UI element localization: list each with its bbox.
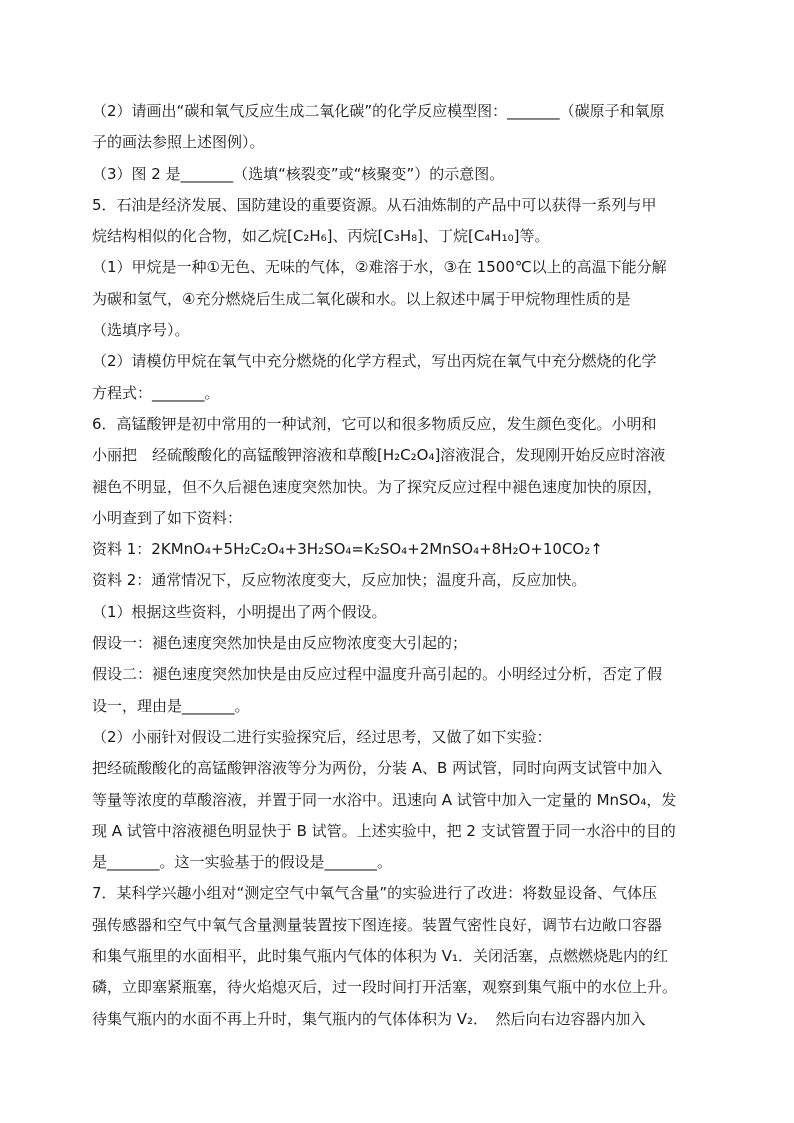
text-line: 磷，立即塞紧瓶塞，待火焰熄灭后，过一段时间打开活塞，观察到集气瓶中的水位上升。 bbox=[92, 978, 678, 997]
text-line: 和集气瓶里的水面相平，此时集气瓶内气体的体积为 V₁．关闭活塞，点燃燃烧匙内的红 bbox=[92, 947, 669, 966]
text-line: 褪色不明显，但不久后褪色速度突然加快。为了探究反应过程中褪色速度加快的原因， bbox=[92, 477, 663, 496]
text-line: 资料 2：通常情况下，反应物浓度变大，反应加快；温度升高，反应加快。 bbox=[92, 571, 587, 590]
text-line: 5．石油是经济发展、国防建设的重要资源。从石油炼制的产品中可以获得一系列与甲 bbox=[92, 195, 657, 214]
text-line: （1）根据这些资料，小明提出了两个假设。 bbox=[92, 602, 387, 621]
text-line: （1）甲烷是一种①无色、无味的气体，②难溶于水，③在 1500℃以上的高温下能分解 bbox=[92, 258, 667, 277]
text-line: 设一，理由是_______。 bbox=[92, 696, 250, 715]
text-line: 假设二：褪色速度突然加快是由反应过程中温度升高引起的。小明经过分析，否定了假 bbox=[92, 665, 663, 684]
text-line: （3）图 2 是_______（选填“核裂变”或“核聚变”）的示意图。 bbox=[92, 164, 505, 183]
text-line: 小明查到了如下资料： bbox=[92, 508, 243, 527]
text-line: 6．高锰酸钾是初中常用的一种试剂，它可以和很多物质反应，发生颜色变化。小明和 bbox=[92, 414, 657, 433]
text-line: 待集气瓶内的水面不再上升时，集气瓶内的气体体积为 V₂． 然后向右边容器内加入 bbox=[92, 1009, 646, 1028]
text-line: 小丽把 经硫酸酸化的高锰酸钾溶液和草酸[H₂C₂O₄]溶液混合，发现刚开始反应时溶液 bbox=[92, 446, 666, 465]
text-line: 烷结构相似的化合物，如乙烷[C₂H₆]、丙烷[C₃H₈]、丁烷[C₄H₁₀]等。 bbox=[92, 227, 550, 246]
document-page bbox=[92, 96, 702, 1035]
text-line: （2）小丽针对假设二进行实验探究后，经过思考，又做了如下实验： bbox=[92, 727, 552, 746]
text-line: 把经硫酸酸化的高锰酸钾溶液等分为两份，分装 A、B 两试管，同时向两支试管中加入 bbox=[92, 759, 663, 778]
text-line: （选填序号）。 bbox=[92, 321, 190, 340]
text-line: 现 A 试管中溶液褪色明显快于 B 试管。上述实验中，把 2 支试管置于同一水浴中的目的 bbox=[92, 821, 676, 840]
text-line: （2）请画出“碳和氧气反应生成二氧化碳”的化学反应模型图：_______（碳原子和氧原 bbox=[92, 102, 665, 120]
text-line: 假设一：褪色速度突然加快是由反应物浓度变大引起的； bbox=[92, 634, 468, 653]
text-line: 等量等浓度的草酸溶液，并置于同一水浴中。迅速向 A 试管中加入一定量的 MnSO₄，发 bbox=[92, 790, 677, 809]
text-line: 为碳和氢气，④充分燃烧后生成二氧化碳和水。以上叙述中属于甲烷物理性质的是 bbox=[92, 289, 631, 308]
text-line: 是_______。这一实验基于的假设是_______。 bbox=[92, 853, 393, 872]
text-line: 7．某科学兴趣小组对“测定空气中氧气含量”的实验进行了改进：将数显设备、气体压 bbox=[92, 884, 658, 903]
text-line: 方程式：_______。 bbox=[92, 383, 220, 402]
text-line: 子的画法参照上述图例）。 bbox=[92, 133, 265, 152]
text-line: 资料 1：2KMnO₄+5H₂C₂O₄+3H₂SO₄=K₂SO₄+2MnSO₄+8H₂O+10CO₂↑ bbox=[92, 540, 603, 559]
text-line: 强传感器和空气中氧气含量测量装置按下图连接。装置气密性良好，调节右边敞口容器 bbox=[92, 915, 663, 934]
text-line: （2）请模仿甲烷在氧气中充分燃烧的化学方程式，写出丙烷在氧气中充分燃烧的化学 bbox=[92, 352, 657, 371]
